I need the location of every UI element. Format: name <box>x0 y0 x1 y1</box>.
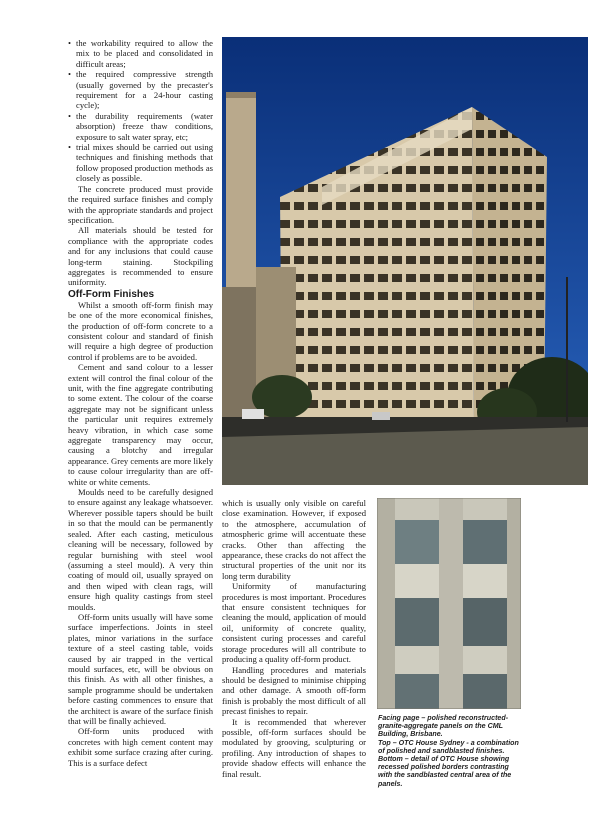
middle-text-column <box>222 498 366 779</box>
paragraph: It is recommended that wherever possible, off-form surfaces should be modulated by grooving, sculpturing or profiling. Any introduction of shapes to provide shadow effects will enhance the final result. <box>222 716 366 779</box>
list-item: • the required compressive strength (usually governed by the precaster's requirement for a 24-hour casting cycle); <box>76 69 213 111</box>
paragraph: Off-form units usually will have some surface imperfections. Joints in steel plates, minor variations in the surface texture of a steel casting table, voids caused by air trapped in the vertical mould surfaces, etc, will be obvious on this finish. As with all other finishes, a sample programme should be undertaken before casting commences to ensure that the architect is aware of the surface finish that will be finally achieved. <box>68 611 213 726</box>
paragraph: Uniformity of manufacturing procedures is most important. Procedures that ensure consistent techniques for cleaning the mould, application of mould oil, uniformity of concrete quality, consistent curing processes and careful storage procedures will all contribute to producing a quality off-form product. <box>222 581 366 665</box>
requirements-list <box>68 38 213 184</box>
section-heading: Off-Form Finishes <box>68 288 155 300</box>
paragraph: Whilst a smooth off-form finish may be one of the more economical finishes, the production of off-form concrete to a consistent colour and standard of finish will require a high degree of production control if problems are to be avoided. <box>68 299 213 362</box>
paragraph: All materials should be tested for compliance with the appropriate codes and for any inclusions that could cause long-term staining. Stockpiling aggregates is recommended to ensure uniformity. <box>68 225 213 288</box>
paragraph: Handling procedures and materials should be designed to minimise chipping and other damage. A smooth off-form finish is probably the most difficult of all precast finishes to repair. <box>222 664 366 717</box>
paragraph: Cement and sand colour to a lesser extent will control the final colour of the unit, with the fine aggregate contributing to some extent. The colour of the coarse aggregate may not be significant unless the particular unit requires extremely heavy vibration, in which case some aggregate transparency may occur, causing a blotchy and irregular appearance. Grey cements are more likely to cause colour irregularity than are off- white or white cements. <box>68 362 213 487</box>
paragraph: The concrete produced must provide the required surface finishes and comply with the appropriate standards and project specification. <box>68 183 213 225</box>
facade-detail-photo <box>377 498 521 709</box>
paragraph: Off-form units produced with concretes with high cement content may exhibit some surface crazing after curing. This is a surface defect <box>68 726 213 768</box>
list-item: • trial mixes should be carried out using techniques and finishing methods that follow proposed production methods as closely as possible. <box>76 142 213 184</box>
caption-line: Bottom – detail of OTC House showing recessed polished borders contrasting with the sandblasted central area of the panels. <box>378 755 512 788</box>
caption-line: Facing page – polished reconstructed-granite-aggregate panels on the CML Building, Brisbane. <box>378 714 509 739</box>
caption-line: Top – OTC House Sydney - a combination of polished and sandblasted finishes. <box>378 738 519 755</box>
paragraph: Moulds need to be carefully designed to ensure against any leakage whatsoever. Wherever possible tapers should be built in so that the mould can be permanently sealed. After each casting, meticulous cleaning will be necessary, followed by regular burnishing with steel wool (assuming a steel mould). A very thin coating of mould oil, usually sprayed on and then wiped with clean rags, will ensure high quality castings from steel moulds. <box>68 487 213 612</box>
list-item: • the workability required to allow the mix to be placed and consolidated in difficult areas; <box>76 38 213 69</box>
list-item: • the durability requirements (water absorption) freeze thaw conditions, exposure to salt water spray, etc; <box>76 111 213 142</box>
paragraph: which is usually only visible on careful close examination. However, if exposed to the atmosphere, accumulation of atmospheric grime will accentuate these cracks. Other than affecting the appearance, these cracks do not affect the structural properties of the unit nor its long term durability <box>222 498 366 581</box>
left-text-column <box>68 38 213 768</box>
photo-caption <box>378 714 520 788</box>
building-photo <box>222 37 588 485</box>
